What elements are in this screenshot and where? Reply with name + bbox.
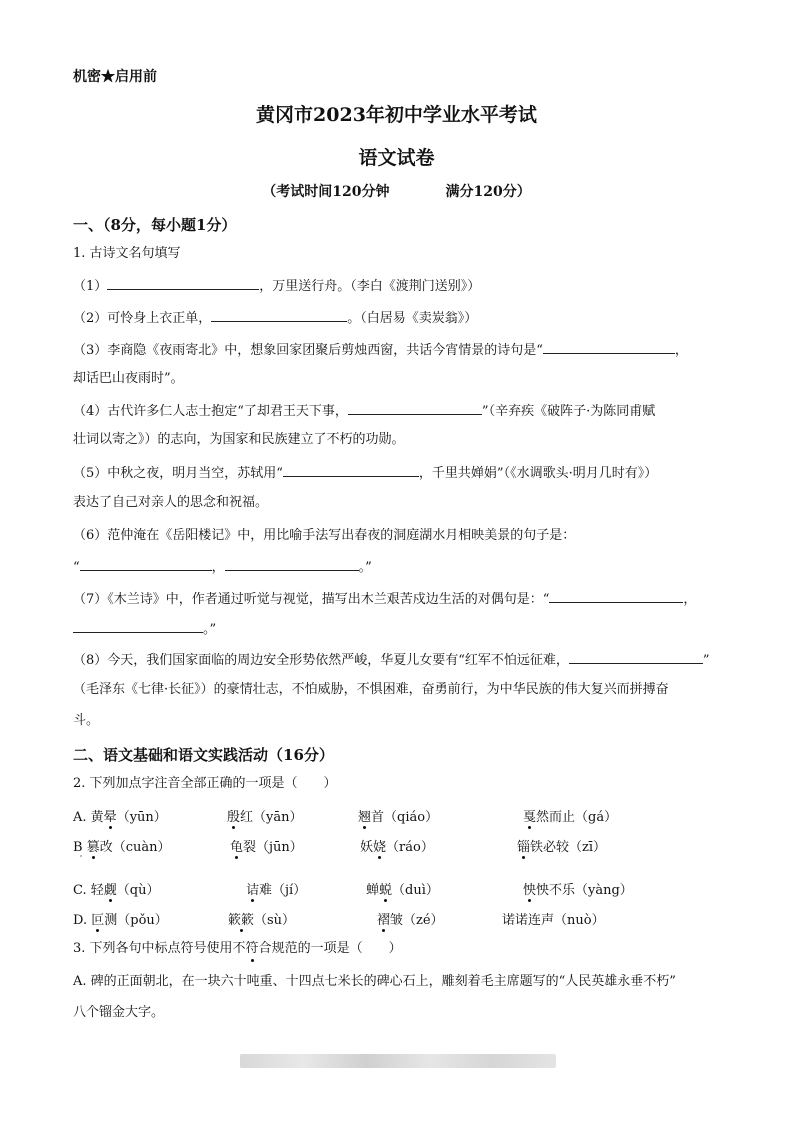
answer-blank[interactable] <box>225 557 359 571</box>
item-3-cont: 却话巴山夜雨时”。 <box>73 371 184 386</box>
answer-blank[interactable] <box>107 276 259 290</box>
item-2: （2）可怜身上衣正单， 。（白居易《卖炭翁》） <box>73 308 477 328</box>
item-1: （1） ，万里送行舟。（李白《渡荆门送别》） <box>73 276 480 296</box>
option-c-word-1[interactable]: C. 轻觑（qù） <box>73 879 159 898</box>
question-2-title: 2. 下列加点字注音全部正确的一项是（ ） <box>73 776 337 791</box>
item-8-end: 斗。 <box>73 713 100 728</box>
option-c-word-2: 诘难（jí） <box>246 879 306 898</box>
option-b-word-1[interactable]: B 篡改（cuàn） <box>73 836 170 855</box>
scan-speck <box>80 855 82 857</box>
option-a-word-4: 戛然而止（gá） <box>523 806 617 825</box>
answer-blank[interactable] <box>348 401 482 415</box>
item-6-cont: “ ， 。” <box>73 557 372 577</box>
exam-time: （考试时间120分钟 <box>262 184 390 200</box>
answer-blank[interactable] <box>549 589 683 603</box>
option-d-word-4: 诺诺连声（nuò） <box>502 913 605 928</box>
confidential-label: 机密★启用前 <box>73 69 157 85</box>
exam-score: 满分120分） <box>445 184 531 200</box>
option-c-word-3: 蝉蜕（duì） <box>366 879 439 898</box>
option-b-word-2: 龟裂（jūn） <box>230 836 303 855</box>
item-4-cont: 壮词以寄之》）的志向，为国家和民族建立了不朽的功勋。 <box>73 432 405 447</box>
answer-blank[interactable] <box>73 619 203 633</box>
item-7-cont: 。” <box>73 619 216 639</box>
answer-blank[interactable] <box>543 340 675 354</box>
section-1-heading: 一、（8分，每小题1分） <box>73 216 237 234</box>
item-5-cont: 表达了自己对亲人的思念和祝福。 <box>73 495 269 510</box>
option-d-word-2: 簌簌（sù） <box>228 909 295 928</box>
option-a-word-3: 翘首（qiáo） <box>358 806 438 825</box>
item-8: （8）今天，我们国家面临的周边安全形势依然严峻，华夏儿女要有“红军不怕远征难， ” <box>73 650 710 670</box>
question-3-option-a[interactable]: A. 碑的正面朝北，在一块六十吨重、十四点七米长的碑心石上，雕刻着毛主席题写的“人民英雄永垂不朽” <box>73 974 676 989</box>
answer-blank[interactable] <box>80 557 212 571</box>
answer-blank[interactable] <box>283 463 419 477</box>
question-3-title: 3. 下列各句中标点符号使用不符合规范的一项是（ ） <box>73 941 402 956</box>
option-b-word-4: 锱铁必较（zī） <box>517 836 606 855</box>
option-c-word-4: 怏怏不乐（yàng） <box>523 879 633 898</box>
option-d-word-1[interactable]: D. 叵测（pǒu） <box>73 909 168 928</box>
answer-blank[interactable] <box>569 650 703 664</box>
question-3-option-a-cont: 八个镏金大字。 <box>73 1005 165 1020</box>
item-8-cont: （毛泽东《七律·长征》）的豪情壮志，不怕威胁，不惧困难，奋勇前行，为中华民族的伟大复兴而拼搏奋 <box>73 682 669 697</box>
option-b-word-3: 妖娆（ráo） <box>360 836 434 855</box>
section-2-heading: 二、语文基础和语文实践活动（16分） <box>73 746 334 764</box>
item-4: （4）古代许多仁人志士抱定“了却君王天下事， ”（辛弃疾《破阵子·为陈同甫赋 <box>73 401 655 421</box>
exam-title: 黄冈市2023年初中学业水平考试 <box>256 104 537 126</box>
option-d-word-3: 褶皱（zé） <box>377 909 444 928</box>
option-a-word-1[interactable]: A. 黄晕（yūn） <box>73 806 167 825</box>
exam-info <box>0 181 793 201</box>
blurred-footer-watermark <box>240 1054 556 1068</box>
answer-blank[interactable] <box>211 308 347 322</box>
item-3: （3）李商隐《夜雨寄北》中，想象回家团聚后剪烛西窗，共话今宵情景的诗句是“ ， <box>73 340 688 360</box>
question-1-title: 1. 古诗文名句填写 <box>73 246 181 261</box>
item-7: （7）《木兰诗》中，作者通过听觉与视觉，描写出木兰艰苦戍边生活的对偶句是：“ ， <box>73 589 696 609</box>
item-6: （6）范仲淹在《岳阳楼记》中，用比喻手法写出春夜的洞庭湖水月相映美景的句子是： <box>73 528 576 543</box>
item-5: （5）中秋之夜，明月当空，苏轼用“ ，千里共婵娟”（《水调歌头·明月几时有》） <box>73 463 657 483</box>
option-a-word-2: 殷红（yān） <box>227 806 302 825</box>
paper-subtitle: 语文试卷 <box>358 147 435 169</box>
